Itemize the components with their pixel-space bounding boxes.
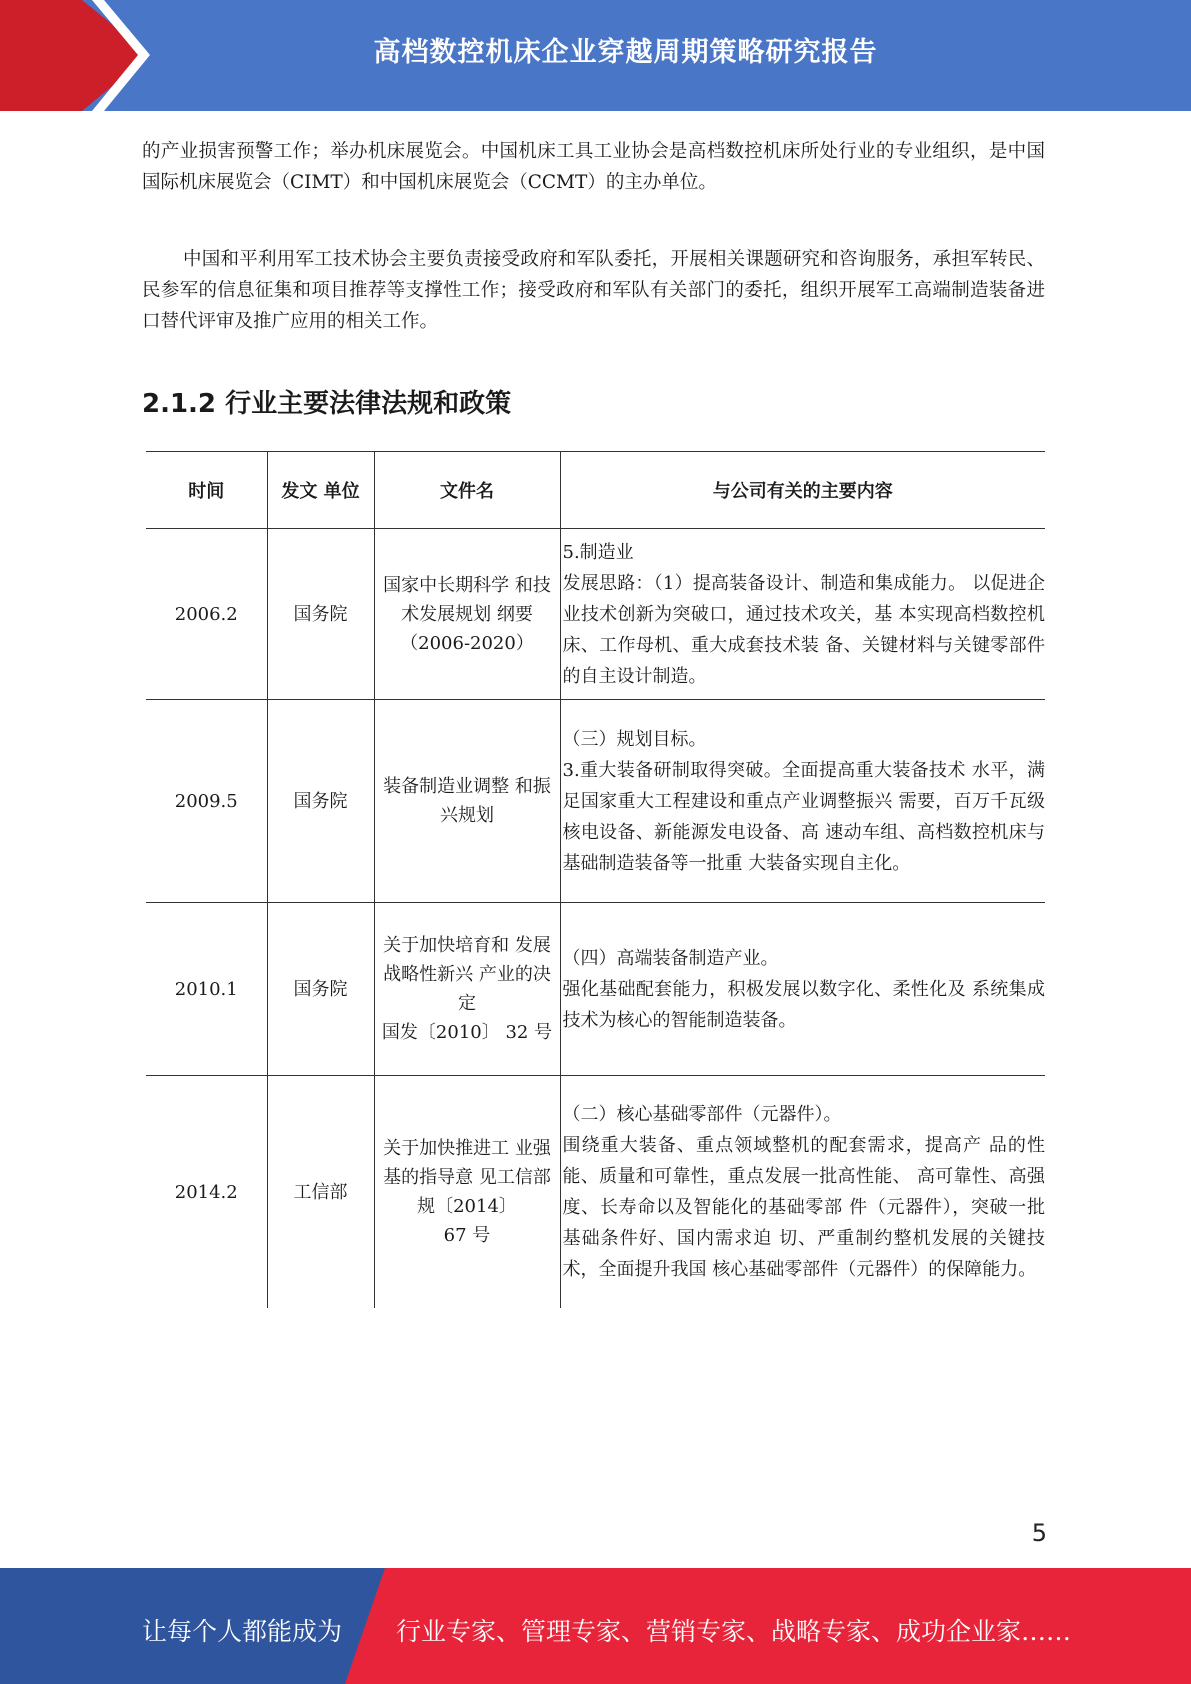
content-line: （二）核心基础零部件（元器件）。: [562, 1104, 842, 1125]
body-paragraph-2: 中国和平利用军工技术协会主要负责接受政府和军队委托，开展相关课题研究和咨询服务，承担军转民、民参军的信息征集和项目推荐等支撑性工作；接受政府和军队有关部门的委托，组织开展军工高端制造装备进口替代评审及推广应用的相关工作。: [142, 249, 1045, 332]
content-line: （四）高端装备制造产业。: [562, 947, 779, 969]
cell-document: [374, 529, 560, 700]
column-header-content: 与公司有关的主要内容: [560, 452, 1045, 529]
table-row: [146, 903, 1045, 1076]
cell-content: [560, 700, 1045, 903]
table-header-row: [146, 452, 1045, 529]
page-number: 5: [1031, 1519, 1047, 1547]
cell-content: [560, 903, 1045, 1076]
document-name: 国家中长期科学 和技术发展规划 纲要（2006-2020）: [383, 574, 551, 654]
cell-issuer: 工信部: [267, 1076, 374, 1309]
cell-issuer: 国务院: [267, 529, 374, 700]
cell-document: [374, 903, 560, 1076]
header-chevron-decoration: [0, 0, 160, 111]
content-line: 5.制造业: [562, 541, 634, 563]
document-name: 关于加快培育和 发展战略性新兴 产业的决定: [383, 935, 551, 1014]
report-title: 高档数控机床企业穿越周期策略研究报告: [373, 37, 878, 68]
document-number: 67 号: [443, 1225, 491, 1246]
cell-document: [374, 1076, 560, 1309]
cell-time: 2006.2: [146, 529, 267, 700]
cell-time: 2010.1: [146, 903, 267, 1076]
cell-issuer: 国务院: [267, 700, 374, 903]
content-line: 发展思路：（1）提高装备设计、制造和集成能力。 以促进企业技术创新为突破口，通过技术攻关，基 本实现高档数控机床、工作母机、重大成套技术装 备、关键材料与关键零部件的自主设计制造。: [562, 572, 1045, 687]
cell-content: [560, 529, 1045, 700]
table-row: [146, 1076, 1045, 1309]
footer-slogan-right: 行业专家、管理专家、营销专家、战略专家、成功企业家……: [396, 1617, 1072, 1646]
column-header-document: 文件名: [374, 452, 560, 529]
cell-time: 2009.5: [146, 700, 267, 903]
column-header-time: 时间: [146, 452, 267, 529]
content-line: 围绕重大装备、重点领域整机的配套需求，提高产 品的性能、质量和可靠性，重点发展一批高性能、 高可靠性、高强度、长寿命以及智能化的基础零部 件（元器件），突破一批基础条件好、国内需求迫 切、严重制约整机发展的关键技术，全面提升我国 核心基础零部件（元器件）的保障能力。: [562, 1135, 1045, 1280]
column-header-issuer: 发文 单位: [267, 452, 374, 529]
document-name: 装备制造业调整 和振兴规划: [383, 776, 551, 826]
table-row: [146, 529, 1045, 700]
footer-slogan-left: 让每个人都能成为: [142, 1617, 343, 1646]
cell-time: 2014.2: [174, 1181, 238, 1203]
page-footer: [0, 1568, 1191, 1684]
cell-content: [560, 1076, 1045, 1309]
content-line: 3.重大装备研制取得突破。全面提高重大装备技术 水平，满足国家重大工程建设和重点产业调整振兴 需要，百万千瓦级核电设备、新能源发电设备、高 速动车组、高档数控机床与基础制造装备等一批重 大装备实现自主化。: [562, 759, 1045, 874]
content-line: 强化基础配套能力，积极发展以数字化、柔性化及 系统集成技术为核心的智能制造装备。: [562, 978, 1045, 1031]
cell-document: [374, 700, 560, 903]
body-paragraph-1: 的产业损害预警工作；举办机床展览会。中国机床工具工业协会是高档数控机床所处行业的专业组织，是中国国际机床展览会（CIMT）和中国机床展览会（CCMT）的主办单位。: [142, 141, 1045, 193]
table-row: [146, 700, 1045, 903]
cell-issuer: 国务院: [267, 903, 374, 1076]
policy-table: [146, 451, 1045, 1308]
page-header: [0, 0, 1191, 111]
document-number: 国发〔2010〕 32 号: [381, 1022, 553, 1043]
document-name: 关于加快推进工 业强基的指导意 见工信部规〔2014〕: [383, 1138, 551, 1217]
content-line: （三）规划目标。: [562, 728, 707, 750]
section-heading: 2.1.2 行业主要法律法规和政策: [142, 389, 512, 419]
